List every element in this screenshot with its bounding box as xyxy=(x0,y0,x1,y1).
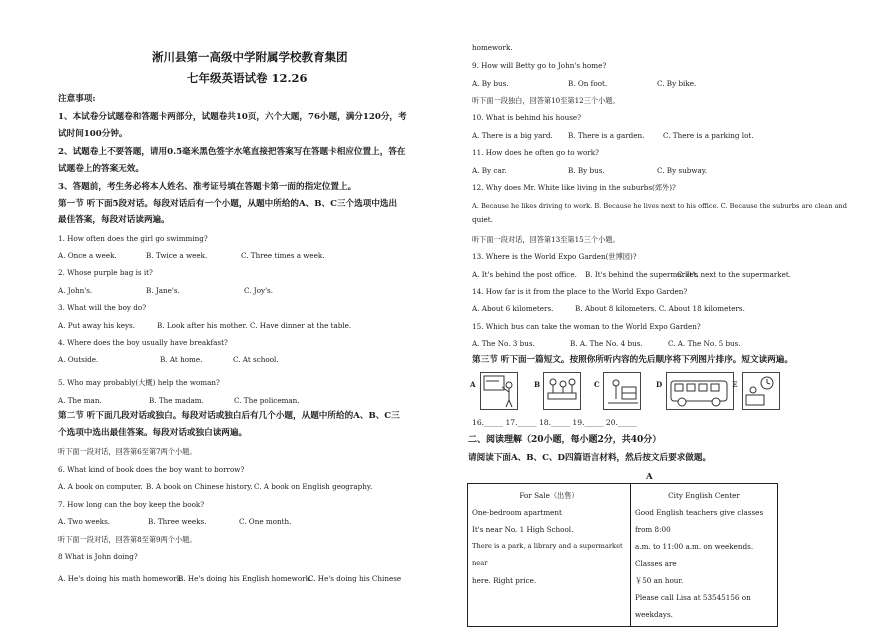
note-line: 试时间100分钟。 xyxy=(58,129,128,139)
question: 8 What is John doing? xyxy=(58,552,138,561)
question: 9. How will Betty go to John's home? xyxy=(472,61,607,70)
school-title: 淅川县第一高级中学附属学校教育集团 xyxy=(152,50,348,64)
option-b: B. A. The No. 4 bus. xyxy=(570,339,643,348)
option-a: A. There is a big yard. xyxy=(472,131,553,140)
option-b: B. Three weeks. xyxy=(148,517,207,526)
picture-letter: B xyxy=(534,380,541,389)
picture-letter: A xyxy=(470,380,476,389)
question: 2. Whose purple bag is it? xyxy=(58,268,153,277)
note-line: 3、答题前，考生务必将本人姓名、准考证号填在答题卡第一面的指定位置上。 xyxy=(58,182,357,192)
option-a: A. The man. xyxy=(58,396,102,405)
question: 14. How far is it from the place to the World Expo Garden? xyxy=(472,287,688,296)
option-b: B. On foot. xyxy=(568,79,608,88)
note-line: 2、试题卷上不要答题，请用0.5毫米黑色签字水笔直接把答案写在答题卡相应位置上，答在 xyxy=(58,147,406,157)
option-line: A. Because he likes driving to work. B. Because he lives next to his office. C. Because the suburbs are clean and xyxy=(472,202,847,210)
option-c: C. A book on English geography. xyxy=(254,482,373,491)
question: 4. Where does the boy usually have breakfast? xyxy=(58,338,228,347)
option-a: A. Once a week. xyxy=(58,251,117,260)
reading-title: 二、阅读理解（20小题，每小题2分，共40分） xyxy=(468,435,662,445)
reading-instruction: 请阅读下面A、B、C、D四篇语言材料，然后按文后要求做题。 xyxy=(468,453,712,463)
option-a: A. By bus. xyxy=(472,79,509,88)
option-a: A. A book on computer. xyxy=(58,482,143,491)
option-b: B. The madam. xyxy=(149,396,204,405)
option-a: A. About 6 kilometers. xyxy=(472,304,554,313)
option-b: B. It's behind the supermarket. xyxy=(585,270,699,279)
option-c: C. The policeman. xyxy=(234,396,300,405)
option-b: B. Look after his mother. xyxy=(157,321,248,330)
option-c: C. He's doing his Chinese xyxy=(308,574,402,583)
question: 3. What will the boy do? xyxy=(58,303,147,312)
ad-line: It's near No. 1 High School. xyxy=(472,525,574,534)
note-line: 试题卷上的答案无效。 xyxy=(58,164,144,174)
picture-shop xyxy=(603,372,641,410)
ad-heading: City English Center xyxy=(668,491,740,500)
option-c: C. By subway. xyxy=(657,166,708,175)
picture-teacher-board xyxy=(480,372,518,410)
option-c: C. By bike. xyxy=(657,79,697,88)
note-line: 1、本试卷分试题卷和答题卡两部分，试题卷共10页，六个大题，76小题，满分120分，考 xyxy=(58,112,407,122)
notes-title: 注意事项: xyxy=(58,94,96,104)
ad-line: ￥50 an hour. xyxy=(635,576,684,585)
exam-title: 七年级英语试卷 12.26 xyxy=(187,71,308,85)
picture-letter: C xyxy=(594,380,600,389)
section2-instruction: 第二节 听下面几段对话或独白。每段对话或独白后有几个小题，从题中所给的A、B、C三 xyxy=(58,411,400,421)
option-c: C. One month. xyxy=(239,517,292,526)
option-b: B. Twice a week. xyxy=(146,251,208,260)
ad-english-center xyxy=(631,484,778,627)
picture-letter: E xyxy=(732,380,738,389)
option-a: A. The No. 3 bus. xyxy=(472,339,535,348)
option-a: A. He's doing his math homework. xyxy=(58,574,184,583)
option-a: A. John's. xyxy=(58,286,93,295)
option-a: A. Outside. xyxy=(58,355,99,364)
answer-blanks: 16._____ 17._____ 18._____ 19._____ 20._____ xyxy=(472,418,637,427)
picture-letter: D xyxy=(656,380,663,389)
section2-instruction: 个选项中选出最佳答案。每段对话或独白读两遍。 xyxy=(58,428,248,438)
option-b: B. He's doing his English homework. xyxy=(178,574,313,583)
option-b: B. By bus. xyxy=(568,166,605,175)
question: 1. How often does the girl go swimming? xyxy=(58,234,208,243)
section1-instruction: 第一节 听下面5段对话。每段对话后有一个小题，从题中所给的A、B、C三个选项中选出 xyxy=(58,199,398,209)
ad-line: here. Right price. xyxy=(472,576,537,585)
ad-line: Please call Lisa at 53545156 on weekdays. xyxy=(635,593,751,619)
option-continuation: homework. xyxy=(472,43,513,52)
section3-instruction: 第三节 听下面一篇短文。按照你所听内容的先后顺序将下列图片排序。短文读两遍。 xyxy=(472,355,793,365)
option-b: B. Jane's. xyxy=(146,286,180,295)
sub-instruction: 听下面一段对话，回答第13至第15三个小题。 xyxy=(472,235,620,244)
picture-clock-room xyxy=(742,372,780,410)
question: 10. What is behind his house? xyxy=(472,113,582,122)
ad-line: There is a park, a library and a supermarket near xyxy=(472,542,623,567)
section1-instruction: 最佳答案，每段对话读两遍。 xyxy=(58,215,170,225)
option-b: B. A book on Chinese history. xyxy=(146,482,253,491)
passage-label: A xyxy=(646,472,653,482)
ad-line: Good English teachers give classes from 8:00 xyxy=(635,508,764,534)
question: 6. What kind of book does the boy want to borrow? xyxy=(58,465,245,474)
option-a: A. By car. xyxy=(472,166,507,175)
sub-instruction: 听下面一段对话，回答第8至第9两个小题。 xyxy=(58,535,197,544)
option-c: C. It's next to the supermarket. xyxy=(677,270,792,279)
ad-line: a.m. to 11:00 a.m. on weekends. Classes are xyxy=(635,542,754,568)
option-b: B. At home. xyxy=(160,355,203,364)
picture-bus xyxy=(666,372,734,410)
option-b: B. There is a garden. xyxy=(568,131,645,140)
option-c: C. At school. xyxy=(233,355,279,364)
option-a: A. Two weeks. xyxy=(58,517,111,526)
sub-instruction: 听下面一段独白，回答第10至第12三个小题。 xyxy=(472,96,620,105)
sub-instruction: 听下面一段对话，回答第6至第7两个小题。 xyxy=(58,447,197,456)
option-c: C. There is a parking lot. xyxy=(663,131,754,140)
option-a: A. It's behind the post office. xyxy=(472,270,577,279)
option-c: C. Joy's. xyxy=(244,286,274,295)
question: 15. Which bus can take the woman to the World Expo Garden? xyxy=(472,322,701,331)
question: 11. How does he often go to work? xyxy=(472,148,599,157)
ad-heading: For Sale（出售） xyxy=(519,491,579,500)
option-c: C. Have dinner at the table. xyxy=(250,321,352,330)
ad-for-sale xyxy=(468,484,631,627)
option-line: quiet. xyxy=(472,215,493,224)
advertisement-table xyxy=(467,483,778,627)
option-c: C. Three times a week. xyxy=(241,251,325,260)
question: 5. Who may probably(大概) help the woman? xyxy=(58,378,220,387)
option-a: A. Put away his keys. xyxy=(58,321,136,330)
option-c: C. A. The No. 5 bus. xyxy=(668,339,741,348)
question: 7. How long can the boy keep the book? xyxy=(58,500,205,509)
question: 12. Why does Mr. White like living in the suburbs(郊外)? xyxy=(472,183,676,192)
question: 13. Where is the World Expo Garden(世博园)? xyxy=(472,252,637,261)
option-bc: B. About 8 kilometers. C. About 18 kilometers. xyxy=(575,304,745,313)
ad-line: One-bedroom apartment xyxy=(472,508,562,517)
picture-family xyxy=(543,372,581,410)
